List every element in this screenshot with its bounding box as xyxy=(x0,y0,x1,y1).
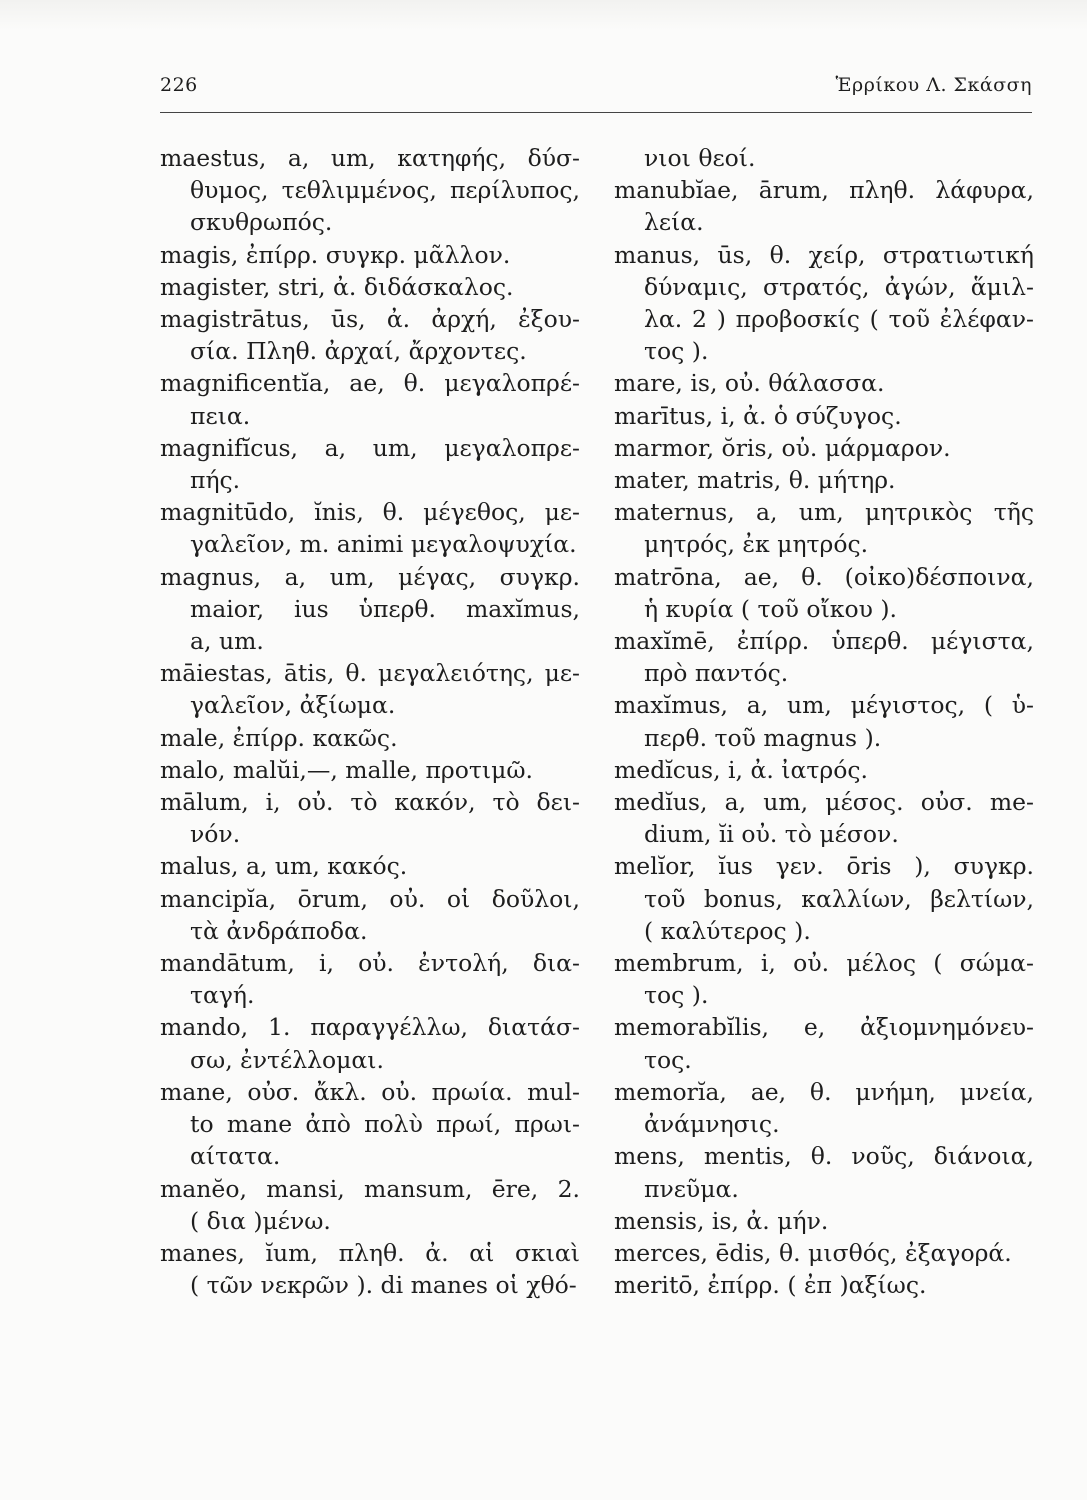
dictionary-entry xyxy=(614,561,1034,625)
entry-line: manes, ĭum, πληθ. ἀ. αἱ σκιαὶ xyxy=(160,1238,580,1267)
entry-line: περθ. τοῦ magnus ). xyxy=(644,723,882,752)
dictionary-entry xyxy=(614,142,1034,174)
dictionary-entry xyxy=(614,496,1034,560)
entry-line: τοῦ bonus, καλλίων, βελτίων, xyxy=(644,884,1034,913)
entry-line: māiestas, ātis, θ. μεγαλειότης, με- xyxy=(160,659,580,688)
entry-line: meritō, ἐπίρρ. ( ἐπ )αξίως. xyxy=(614,1271,927,1300)
entry-line: mandātum, i, οὐ. ἐντολή, δια- xyxy=(160,949,580,978)
dictionary-entry xyxy=(614,850,1034,947)
dictionary-entry xyxy=(160,947,580,1011)
dictionary-entry xyxy=(160,1076,580,1173)
entry-line: magnus, a, um, μέγας, συγκρ. xyxy=(160,562,580,591)
dictionary-entry xyxy=(614,174,1034,238)
dictionary-entry xyxy=(160,561,580,658)
entry-line: membrum, i, οὐ. μέλος ( σώμα- xyxy=(614,949,1034,978)
dictionary-entry xyxy=(160,271,580,303)
entry-line: λεία. xyxy=(644,208,704,237)
entry-line: magnitūdo, ĭnis, θ. μέγεθος, με- xyxy=(160,498,580,527)
dictionary-entry xyxy=(614,1140,1034,1204)
dictionary-entry xyxy=(160,142,580,239)
dictionary-entry xyxy=(160,883,580,947)
header-rule xyxy=(160,112,1032,113)
entry-line: medĭcus, i, ἀ. ἰατρός. xyxy=(614,755,868,784)
dictionary-entry xyxy=(614,400,1034,432)
entry-line: δύναμις, στρατός, ἀγών, ἅμιλ- xyxy=(644,272,1034,301)
dictionary-entry xyxy=(614,367,1034,399)
entry-line: mare, is, οὐ. θάλασσα. xyxy=(614,369,885,398)
entry-line: a, um. xyxy=(190,627,264,656)
entry-line: νιοι θεοί. xyxy=(644,144,756,172)
entry-line: τος ). xyxy=(644,981,709,1010)
entry-line: malus, a, um, κακός. xyxy=(160,852,408,881)
entry-line: magnifĭcus, a, um, μεγαλοπρε- xyxy=(160,433,580,462)
entry-line: αίτατα. xyxy=(190,1142,281,1171)
dictionary-entry xyxy=(614,1011,1034,1075)
entry-line: ἡ κυρία ( τοῦ οἴκου ). xyxy=(644,594,898,623)
entry-line: merces, ēdis, θ. μισθός, ἐξαγορά. xyxy=(614,1238,1012,1267)
entry-line: σκυθρωπός. xyxy=(190,208,333,237)
entry-line: λα. 2 ) προβοσκίς ( τοῦ ἐλέφαν- xyxy=(644,305,1034,334)
entry-line: magistrātus, ūs, ἀ. ἀρχή, ἐξου- xyxy=(160,305,580,334)
dictionary-entry xyxy=(160,367,580,431)
entry-line: manubĭae, ārum, πληθ. λάφυρα, xyxy=(614,176,1034,205)
entry-line: manus, ūs, θ. χείρ, στρατιωτική xyxy=(614,240,1034,269)
entry-line: γαλεῖον, ἀξίωμα. xyxy=(190,691,396,720)
entry-line: marītus, i, ἀ. ὁ σύζυγος. xyxy=(614,401,902,430)
dictionary-entry xyxy=(160,496,580,560)
dictionary-entry xyxy=(614,754,1034,786)
entry-line: maternus, a, um, μητρικὸς τῆς xyxy=(614,498,1034,527)
entry-line: μητρός, ἐκ μητρός. xyxy=(644,530,869,559)
entry-line: malo, malŭi,—, malle, προτιμῶ. xyxy=(160,755,533,784)
entry-line: θυμος, τεθλιμμένος, περίλυπος, xyxy=(190,176,580,205)
dictionary-entry xyxy=(614,947,1034,1011)
dictionary-entry xyxy=(160,657,580,721)
entry-line: manĕo, mansi, mansum, ēre, 2. xyxy=(160,1174,580,1203)
entry-line: maior, ius ὑπερθ. maxĭmus, xyxy=(190,594,580,623)
page-header xyxy=(160,74,1032,104)
entry-line: ( δια )μένω. xyxy=(190,1206,331,1235)
entry-line: γαλεῖον, m. animi μεγαλοψυχία. xyxy=(190,530,577,559)
entry-line: ταγή. xyxy=(190,981,255,1010)
page-number: 226 xyxy=(160,74,198,96)
left-column xyxy=(160,142,580,1301)
entry-line: maxĭmē, ἐπίρρ. ὑπερθ. μέγιστα, xyxy=(614,627,1034,656)
entry-line: melĭor, ĭus γεν. ōris ), συγκρ. xyxy=(614,852,1034,881)
entry-line: πής. xyxy=(190,466,241,495)
entry-line: mater, matris, θ. μήτηρ. xyxy=(614,466,896,495)
entry-line: ἀνάμνησις. xyxy=(644,1110,780,1139)
dictionary-entry xyxy=(614,1269,1034,1301)
entry-line: τος. xyxy=(644,1045,692,1074)
dictionary-entry xyxy=(160,1237,580,1301)
right-column xyxy=(614,142,1034,1301)
entry-line: to mane ἀπὸ πολὺ πρωί, πρωι- xyxy=(190,1110,580,1139)
dictionary-entry xyxy=(614,239,1034,368)
dictionary-entry xyxy=(160,239,580,271)
entry-line: magister, stri, ἀ. διδάσκαλος. xyxy=(160,272,514,301)
dictionary-entry xyxy=(160,722,580,754)
entry-line: πεια. xyxy=(190,401,251,430)
dictionary-entry xyxy=(160,303,580,367)
dictionary-entry xyxy=(614,432,1034,464)
entry-line: matrōna, ae, θ. (οἰκο)δέσποινα, xyxy=(614,562,1034,591)
dictionary-entry xyxy=(614,464,1034,496)
entry-line: mane, οὐσ. ἄκλ. οὐ. πρωία. mul- xyxy=(160,1077,580,1106)
entry-line: τὰ ἀνδράποδα. xyxy=(190,916,368,945)
entry-line: mancipĭa, ōrum, οὐ. οἱ δοῦλοι, xyxy=(160,884,580,913)
entry-line: maxĭmus, a, um, μέγιστος, ( ὑ- xyxy=(614,691,1034,720)
dictionary-entry xyxy=(160,1011,580,1075)
entry-line: dium, ĭi οὐ. τὸ μέσον. xyxy=(644,820,899,849)
dictionary-entry xyxy=(160,754,580,786)
entry-line: memorabĭlis, e, ἀξιομνημόνευ- xyxy=(614,1013,1034,1042)
entry-line: maestus, a, um, κατηφής, δύσ- xyxy=(160,144,580,172)
dictionary-entry xyxy=(614,1076,1034,1140)
entry-line: magnificentĭa, ae, θ. μεγαλοπρέ- xyxy=(160,369,580,398)
entry-line: mens, mentis, θ. νοῦς, διάνοια, xyxy=(614,1142,1034,1171)
entry-line: marmor, ŏris, οὐ. μάρμαρον. xyxy=(614,433,951,462)
dictionary-entry xyxy=(614,1237,1034,1269)
entry-line: νόν. xyxy=(190,820,241,849)
entry-line: magis, ἐπίρρ. συγκρ. μᾶλλον. xyxy=(160,240,511,269)
entry-line: τος ). xyxy=(644,337,709,366)
entry-line: σία. Πληθ. ἀρχαί, ἄρχοντες. xyxy=(190,337,527,366)
running-head: Ἑρρίκου Λ. Σκάσση xyxy=(835,74,1032,96)
entry-line: memorĭa, ae, θ. μνήμη, μνεία, xyxy=(614,1077,1034,1106)
entry-line: ( καλύτερος ). xyxy=(644,916,811,945)
dictionary-entry xyxy=(160,786,580,850)
dictionary-entry xyxy=(160,850,580,882)
entry-line: medĭus, a, um, μέσος. οὐσ. me- xyxy=(614,788,1034,817)
entry-line: mando, 1. παραγγέλλω, διατάσ- xyxy=(160,1013,580,1042)
dictionary-entry xyxy=(614,689,1034,753)
dictionary-entry xyxy=(160,432,580,496)
entry-line: σω, ἐντέλλομαι. xyxy=(190,1045,384,1074)
entry-line: ( τῶν νεκρῶν ). di manes οἱ χθό- xyxy=(190,1271,577,1300)
entry-line: male, ἐπίρρ. κακῶς. xyxy=(160,723,398,752)
dictionary-entry xyxy=(614,1205,1034,1237)
entry-line: mālum, i, οὐ. τὸ κακόν, τὸ δει- xyxy=(160,788,580,817)
entry-line: πνεῦμα. xyxy=(644,1174,739,1203)
dictionary-entry xyxy=(614,625,1034,689)
entry-line: πρὸ παντός. xyxy=(644,659,789,688)
dictionary-entry xyxy=(614,786,1034,850)
entry-line: mensis, is, ἀ. μήν. xyxy=(614,1206,829,1235)
dictionary-entry xyxy=(160,1173,580,1237)
